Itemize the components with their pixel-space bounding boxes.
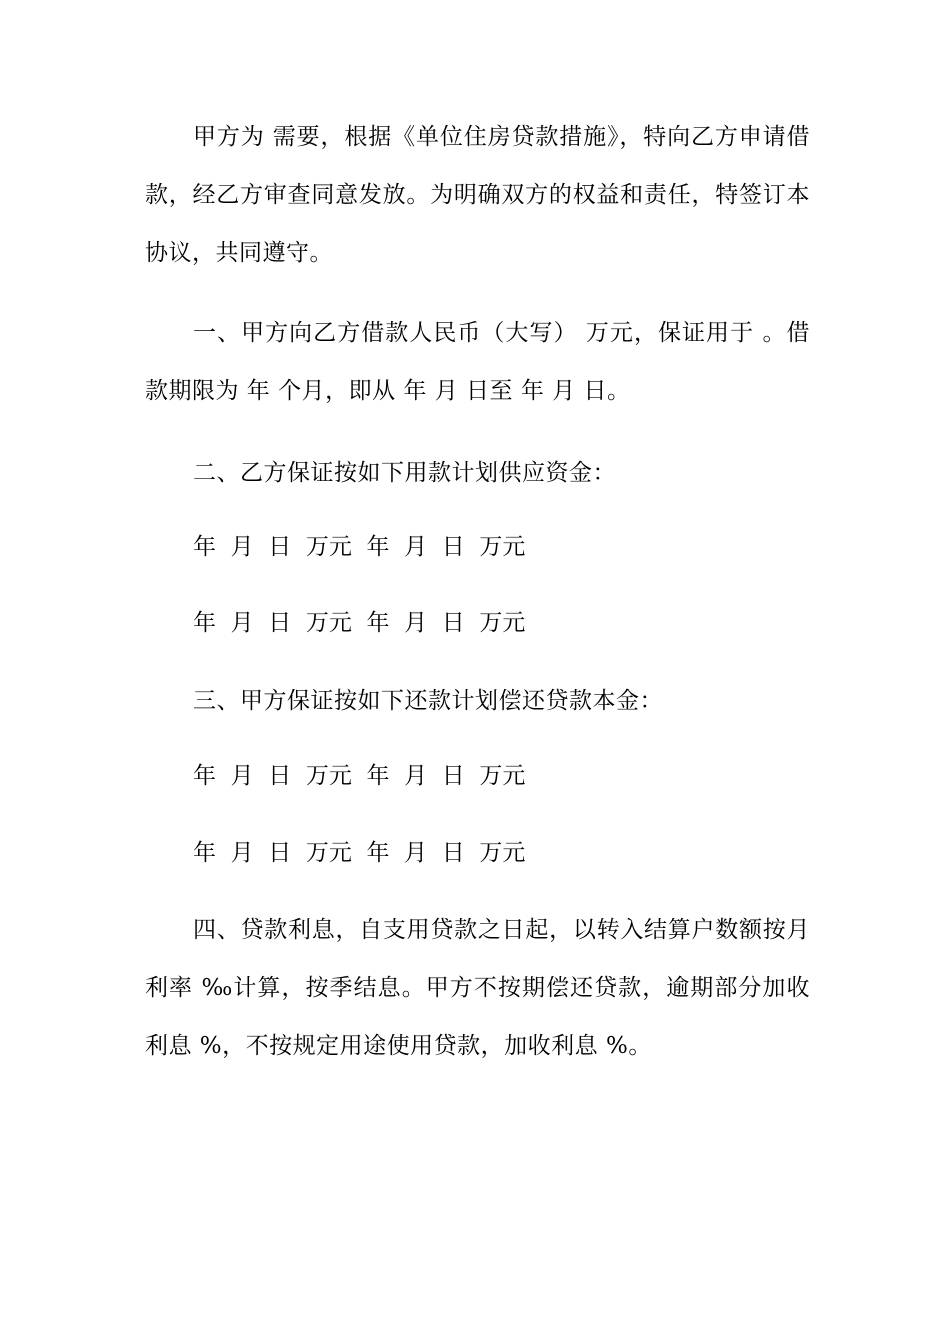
clause-3-plan-row: 年 月 日 万元 年 月 日 万元 (193, 840, 526, 866)
clause-3-heading: 三、甲方保证按如下还款计划偿还贷款本金： (193, 688, 663, 714)
clause-1-paragraph: 一、甲方向乙方借款人民币（大写） 万元，保证用于 。借款期限为 年 个月，即从 年 月 日至 年 月 日。 (145, 320, 810, 404)
clause-2-heading: 二、乙方保证按如下用款计划供应资金： (193, 460, 616, 486)
intro-paragraph: 甲方为 需要，根据《单位住房贷款措施》，特向乙方申请借款，经乙方审查同意发放。为明确双方的权益和责任，特签订本协议，共同遵守。 (145, 124, 810, 266)
clause-4-paragraph: 四、贷款利息，自支用贷款之日起，以转入结算户数额按月利率 ‰计算，按季结息。甲方不按期偿还贷款，逾期部分加收利息 %，不按规定用途使用贷款，加收利息 %。 (145, 917, 810, 1059)
clause-2-plan-row: 年 月 日 万元 年 月 日 万元 (193, 610, 526, 636)
clause-2-plan-row: 年 月 日 万元 年 月 日 万元 (193, 534, 526, 560)
clause-3-plan-row: 年 月 日 万元 年 月 日 万元 (193, 763, 526, 789)
